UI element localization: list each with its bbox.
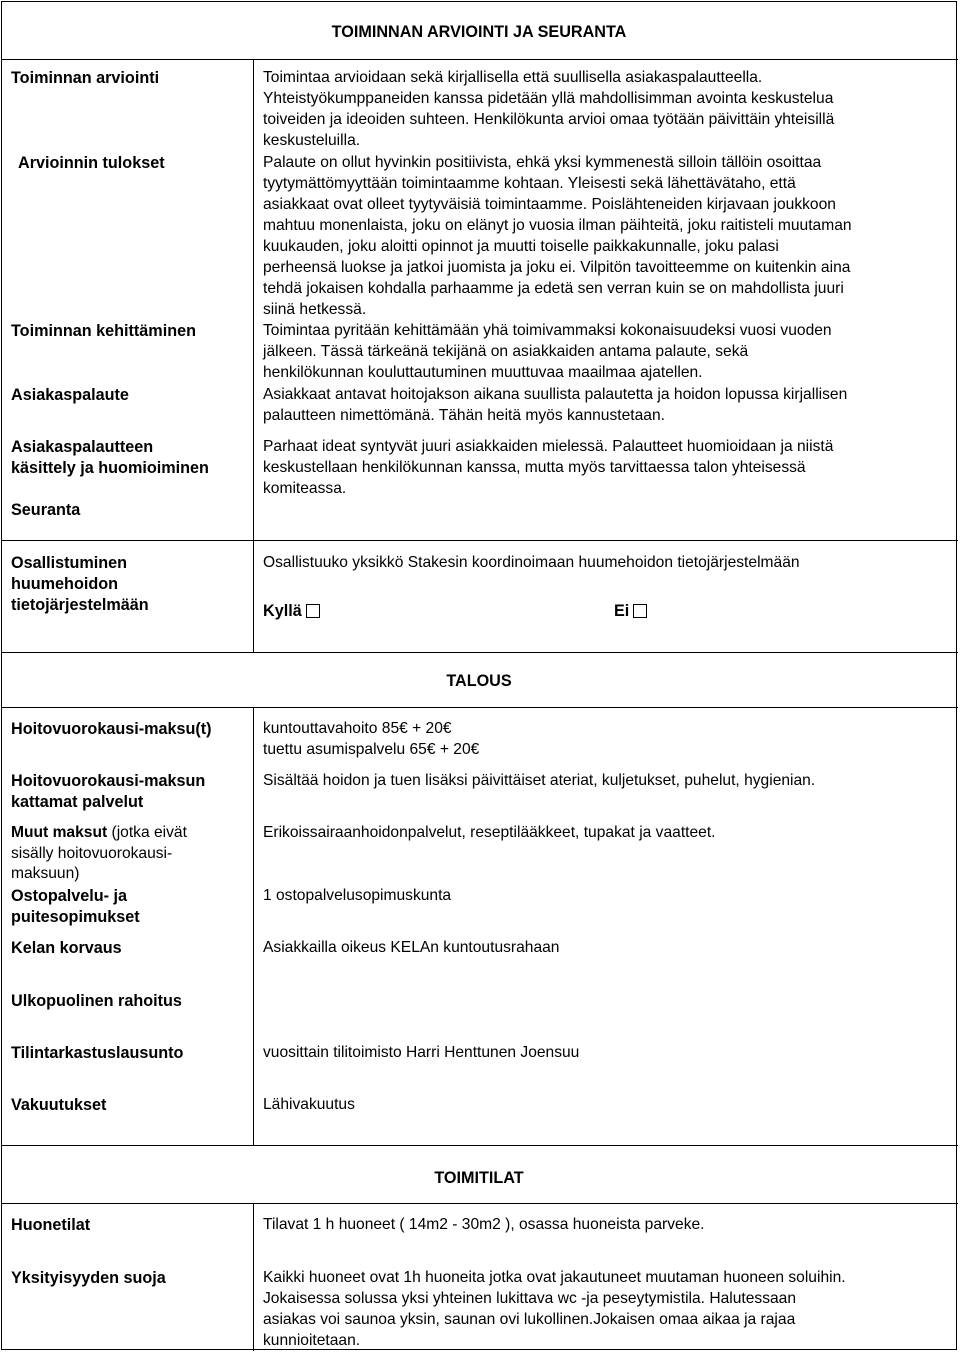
table-rule bbox=[1, 540, 958, 541]
label-osallistuminen: huumehoidon bbox=[11, 575, 118, 593]
label-vakuutukset: Vakuutukset bbox=[11, 1096, 107, 1114]
text-line: mahtuu monenlaista, joku on elänyt jo vuosia ilman päihteitä, joku raitisteli muutaman bbox=[263, 217, 852, 234]
text-line: Toimintaa pyritään kehittämään yhä toimivammaksi kokonaisuudeksi vuosi vuoden bbox=[263, 322, 832, 339]
label-muut-maksut-bold: Muut maksut bbox=[11, 824, 108, 841]
text-line: komiteassa. bbox=[263, 480, 347, 497]
text-value: Lähivakuutus bbox=[263, 1096, 355, 1113]
section-title-talous: TALOUS bbox=[446, 672, 512, 690]
text-line: Jokaisessa solussa yksi yhteinen lukittava wc -ja peseytymistila. Halutessaan bbox=[263, 1290, 797, 1307]
label-seuranta: Seuranta bbox=[11, 501, 81, 519]
text-line: kuukauden, joku aloitti opinnot ja muutti toiselle paikkakunnalle, joku palasi bbox=[263, 238, 779, 255]
label-osallistuminen: tietojärjestelmään bbox=[11, 596, 149, 614]
table-rule bbox=[1, 1203, 958, 1204]
label-tilintarkastus: Tilintarkastuslausunto bbox=[11, 1044, 184, 1062]
participation-question: Osallistuuko yksikkö Stakesin koordinoimaan huumehoidon tietojärjestelmään bbox=[263, 554, 800, 571]
text-line: palautteen nimettömänä. Tähän heitä myös kannustetaan. bbox=[263, 407, 665, 424]
no-checkbox[interactable] bbox=[633, 604, 647, 618]
label-muut-maksut bbox=[11, 823, 226, 885]
label-asiakaspalaute: Asiakaspalaute bbox=[11, 386, 129, 404]
column-divider bbox=[253, 707, 254, 1145]
label-kattamat: Hoitovuorokausi-maksun bbox=[11, 772, 206, 790]
option-yes[interactable] bbox=[263, 601, 320, 622]
text-line: keskustellaan henkilökunnan kanssa, mutta myös tarvittaessa talon yhteisessä bbox=[263, 459, 806, 476]
section-title-toimitilat: TOIMITILAT bbox=[434, 1169, 524, 1187]
text-line: Asiakkaat antavat hoitojakson aikana suullista palautetta ja hoidon lopussa kirjallisen bbox=[263, 386, 848, 403]
text-line: Toimintaa arvioidaan sekä kirjallisella että suullisella asiakaspalautteella. bbox=[263, 69, 763, 86]
text-line: keskusteluilla. bbox=[263, 132, 361, 149]
yes-label: Kyllä bbox=[263, 602, 302, 620]
text-line: toiveiden ja ideoiden suhteen. Henkilökunta arvioi omaa työtään päivittäin yhteisillä bbox=[263, 111, 835, 128]
label-ostopalvelu: puitesopimukset bbox=[11, 908, 140, 926]
text-value: Tilavat 1 h huoneet ( 14m2 - 30m2 ), osassa huoneista parveke. bbox=[263, 1216, 705, 1233]
label-kasittely: Asiakaspalautteen bbox=[11, 438, 154, 456]
text-line: tehdä jokaisen kohdalla parhaamme ja edetä sen verran kuin se on mahdollista juuri bbox=[263, 280, 844, 297]
label-kelan-korvaus: Kelan korvaus bbox=[11, 939, 122, 957]
table-rule bbox=[1, 1145, 958, 1146]
text-line: kunnioitetaan. bbox=[263, 1332, 361, 1349]
text-line: asiakas voi saunoa yksin, saunan ovi lukollinen.Jokaisen omaa aikaa ja rajaa bbox=[263, 1311, 796, 1328]
text-line: Yhteistyökumppaneiden kanssa pidetään yllä mahdollisimman avointa keskustelua bbox=[263, 90, 834, 107]
column-divider bbox=[253, 59, 254, 652]
text-line: Kaikki huoneet ovat 1h huoneita jotka ovat jakautuneet muutaman huoneen soluihin. bbox=[263, 1269, 846, 1286]
text-value: Sisältää hoidon ja tuen lisäksi päivittäiset ateriat, kuljetukset, puhelut, hygienian. bbox=[263, 772, 816, 789]
text-line: henkilökunnan kouluttautuminen muuttuvaa maailmaa ajatellen. bbox=[263, 364, 703, 381]
label-huonetilat: Huonetilat bbox=[11, 1216, 91, 1234]
text-line: perheensä luokse ja jatkoi juomista ja joku ei. Vilpitön tavoitteemme on kuitenkin aina bbox=[263, 259, 851, 276]
text-line: Palaute on ollut hyvinkin positiivista, ehkä yksi kymmenestä silloin tällöin osoittaa bbox=[263, 154, 822, 171]
label-muut-maksut-rest: (jotka eivät sisälly hoitovuorokausi-maksuun) bbox=[11, 824, 187, 883]
section-title-arviointi: TOIMINNAN ARVIOINTI JA SEURANTA bbox=[331, 23, 627, 41]
text-line: siinä hetkessä. bbox=[263, 301, 367, 318]
label-yksityisyys: Yksityisyyden suoja bbox=[11, 1269, 166, 1287]
label-toiminnan-kehittaminen: Toiminnan kehittäminen bbox=[11, 322, 196, 340]
text-value: vuosittain tilitoimisto Harri Henttunen Joensuu bbox=[263, 1044, 580, 1061]
label-arvioinnin-tulokset: Arvioinnin tulokset bbox=[18, 154, 165, 172]
label-osallistuminen: Osallistuminen bbox=[11, 554, 128, 572]
label-kattamat: kattamat palvelut bbox=[11, 793, 144, 811]
label-kasittely: käsittely ja huomioiminen bbox=[11, 459, 209, 477]
no-label: Ei bbox=[614, 602, 630, 620]
option-no[interactable] bbox=[614, 601, 647, 622]
text-line: Parhaat ideat syntyvät juuri asiakkaiden mielessä. Palautteet huomioidaan ja niistä bbox=[263, 438, 834, 455]
text-line: kuntouttavahoito 85€ + 20€ bbox=[263, 720, 452, 737]
label-toiminnan-arviointi: Toiminnan arviointi bbox=[11, 69, 160, 87]
label-hoitovuorokausimaksu: Hoitovuorokausi-maksu(t) bbox=[11, 720, 212, 738]
table-rule bbox=[1, 707, 958, 708]
column-divider bbox=[253, 1203, 254, 1351]
label-ulkopuolinen-rahoitus: Ulkopuolinen rahoitus bbox=[11, 992, 182, 1010]
text-line: tuettu asumispalvelu 65€ + 20€ bbox=[263, 741, 480, 758]
label-ostopalvelu: Ostopalvelu- ja bbox=[11, 887, 128, 905]
table-rule bbox=[1, 652, 958, 653]
text-line: tyytymättömyyttään toimintaamme kohtaan. Yleisesti sekä lähettävätaho, että bbox=[263, 175, 796, 192]
text-value: Erikoissairaanhoidonpalvelut, reseptilääkkeet, tupakat ja vaatteet. bbox=[263, 824, 716, 841]
text-value: Asiakkailla oikeus KELAn kuntoutusrahaan bbox=[263, 939, 560, 956]
text-line: asiakkaat ovat olleet tyytyväisiä toimintaamme. Poislähteneiden kirjavaan joukkoon bbox=[263, 196, 836, 213]
text-line: jälkeen. Tässä tärkeänä tekijänä on asiakkaiden antama palaute, sekä bbox=[263, 343, 749, 360]
yes-checkbox[interactable] bbox=[306, 604, 320, 618]
text-value: 1 ostopalvelusopimuskunta bbox=[263, 887, 452, 904]
table-rule bbox=[1, 59, 958, 60]
